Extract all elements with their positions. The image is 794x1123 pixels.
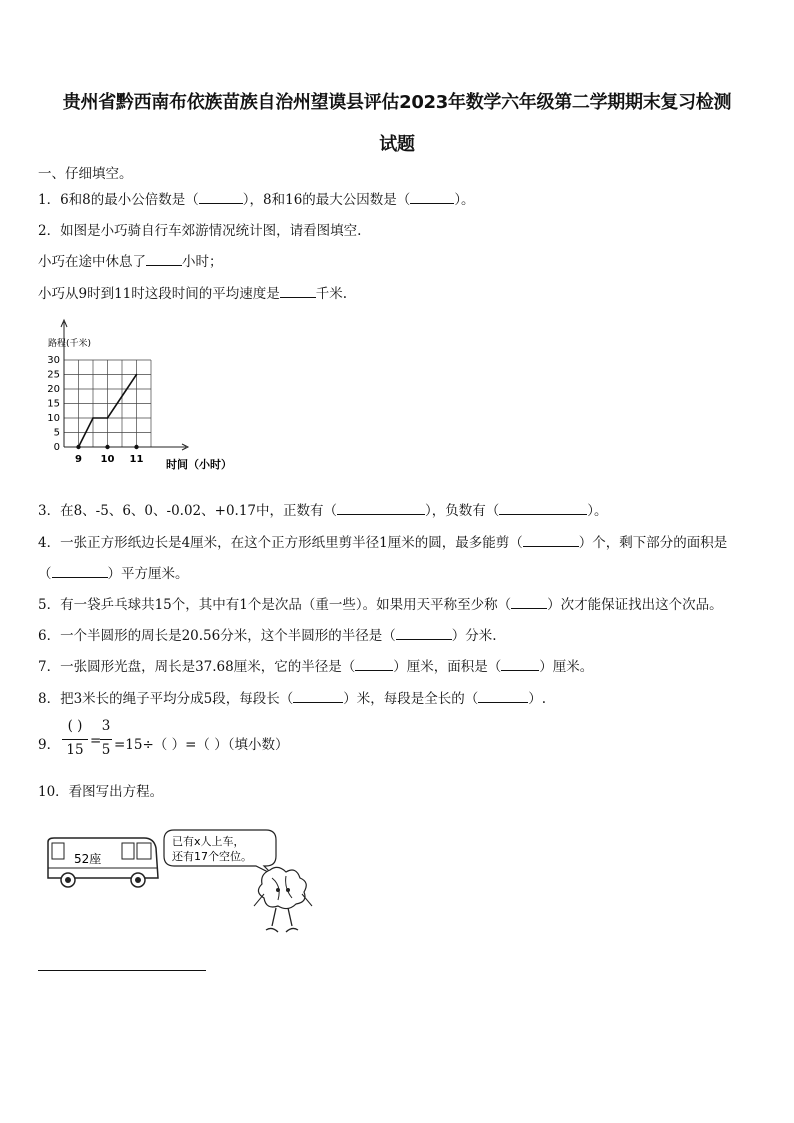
q1-blank-2[interactable] — [410, 189, 454, 204]
question-5 — [38, 593, 723, 613]
q4-text-c: （ — [38, 566, 52, 582]
question-8 — [38, 687, 546, 707]
y-tick-label: 10 — [47, 413, 60, 424]
question-2-sub2 — [38, 282, 347, 302]
question-2-stem: 2．如图是小巧骑自行车郊游情况统计图，请看图填空. — [38, 223, 362, 239]
q2-sub2-end: 千米. — [315, 286, 348, 302]
q3-blank-2[interactable] — [499, 500, 587, 515]
question-1 — [38, 188, 475, 208]
bus-illustration — [44, 834, 164, 894]
q4-blank-1[interactable] — [523, 532, 579, 547]
y-tick-label: 25 — [47, 369, 60, 381]
chart-grid — [64, 360, 151, 447]
q8-text-b: ）米，每段是全长的（ — [343, 691, 479, 707]
data-point — [92, 417, 94, 419]
q3-blank-1[interactable] — [337, 500, 425, 515]
q9-fraction-1-denominator: 15 — [66, 742, 84, 758]
q1-text-a: 1．6和8的最小公倍数是（ — [38, 192, 199, 208]
q9-equals: = — [90, 733, 102, 749]
q5-text-a: 5．有一袋乒乓球共15个，其中有1个是次品（重一些）。如果用天平称至少称（ — [38, 597, 512, 613]
question-3 — [38, 499, 608, 519]
chart-xlabel: 时间（小时） — [166, 458, 232, 471]
q4-blank-2[interactable] — [52, 563, 108, 578]
x-tick-dot — [134, 445, 138, 449]
q8-text-c: ）. — [528, 691, 547, 707]
q2-blank-2[interactable] — [280, 283, 316, 298]
question-7 — [38, 655, 593, 675]
q7-text-a: 7．一张圆形光盘，周长是37.68厘米，它的半径是（ — [38, 659, 356, 675]
q6-text-a: 6．一个半圆形的周长是20.56分米，这个半圆形的半径是（ — [38, 628, 396, 644]
q7-blank-2[interactable] — [501, 656, 539, 671]
cabbage-character-illustration — [248, 864, 318, 938]
question-6 — [38, 624, 497, 644]
q3-text-a: 3．在8、-5、6、0、-0.02、+0.17中，正数有（ — [38, 503, 337, 519]
q1-text-c: ）。 — [454, 192, 475, 208]
q7-text-c: ）厘米。 — [539, 659, 594, 675]
q8-text-a: 8．把3米长的绳子平均分成5段，每段长（ — [38, 691, 294, 707]
q9-rest: =15÷（ ）=（ ）（填小数） — [114, 737, 289, 753]
q5-blank-1[interactable] — [511, 594, 547, 609]
q4-text-d: ）平方厘米。 — [107, 566, 189, 582]
q6-text-b: ）分米. — [451, 628, 497, 644]
q9-fraction-2 — [100, 718, 112, 758]
data-point — [107, 417, 109, 419]
q8-blank-2[interactable] — [478, 688, 528, 703]
q9-fraction-2-numerator: 3 — [101, 718, 111, 734]
q7-text-b: ）厘米，面积是（ — [393, 659, 502, 675]
q2-sub2-text: 小巧从9时到11时这段时间的平均速度是 — [38, 286, 280, 302]
x-tick-label: 9 — [75, 454, 82, 465]
q3-text-c: ）。 — [587, 503, 608, 519]
data-point — [136, 374, 138, 376]
q2-sub1-end: 小时； — [182, 254, 223, 270]
x-tick-label: 11 — [129, 454, 144, 465]
q2-sub1-text: 小巧在途中休息了 — [38, 254, 146, 270]
q8-blank-1[interactable] — [293, 688, 343, 703]
q9-fraction-1-numerator[interactable]: ( ) — [67, 718, 83, 734]
question-4-cont — [38, 562, 189, 582]
fraction-bar — [100, 739, 112, 740]
question-10: 10．看图写出方程。 — [38, 784, 164, 800]
q1-blank-1[interactable] — [199, 189, 243, 204]
q4-text-b: ）个，剩下部分的面积是 — [578, 535, 728, 551]
q7-blank-1[interactable] — [355, 656, 393, 671]
distance-time-chart — [36, 316, 266, 476]
question-9-number: 9． — [38, 737, 61, 753]
question-4 — [38, 531, 727, 551]
q6-blank-1[interactable] — [396, 625, 452, 640]
page-title: 贵州省黔西南布依族苗族自治州望谟县评估2023年数学六年级第二学期期末复习检测 — [62, 92, 732, 113]
bus-seat-label: 52座 — [74, 852, 102, 866]
q9-fraction-2-denominator: 5 — [101, 742, 111, 758]
q5-text-b: ）次才能保证找出这个次品。 — [547, 597, 723, 613]
q2-blank-1[interactable] — [146, 251, 182, 266]
q1-text-b: ），8和16的最大公因数是（ — [242, 192, 411, 208]
section-heading: 一、仔细填空。 — [38, 166, 133, 182]
x-tick-dot — [105, 445, 109, 449]
data-point — [78, 446, 80, 448]
q3-text-b: ），负数有（ — [425, 503, 500, 519]
y-tick-label: 0 — [53, 442, 60, 453]
y-tick-label: 30 — [47, 355, 60, 366]
y-tick-label: 20 — [47, 384, 60, 395]
y-tick-label: 5 — [53, 427, 60, 439]
y-tick-label: 15 — [47, 398, 60, 410]
bubble-line-1: 已有x人上车， — [172, 835, 245, 848]
bubble-line-2: 还有17个空位。 — [172, 850, 252, 863]
q4-text-a: 4．一张正方形纸边长是4厘米，在这个正方形纸里剪半径1厘米的圆，最多能剪（ — [38, 535, 523, 551]
fraction-bar — [62, 739, 88, 740]
chart-ylabel: 路程(千米) — [48, 339, 92, 349]
q9-fraction-1 — [62, 718, 88, 758]
question-2-sub1 — [38, 250, 223, 270]
footnote-separator — [38, 970, 206, 971]
page-title-line2: 试题 — [379, 134, 415, 155]
x-tick-label: 10 — [100, 454, 115, 465]
